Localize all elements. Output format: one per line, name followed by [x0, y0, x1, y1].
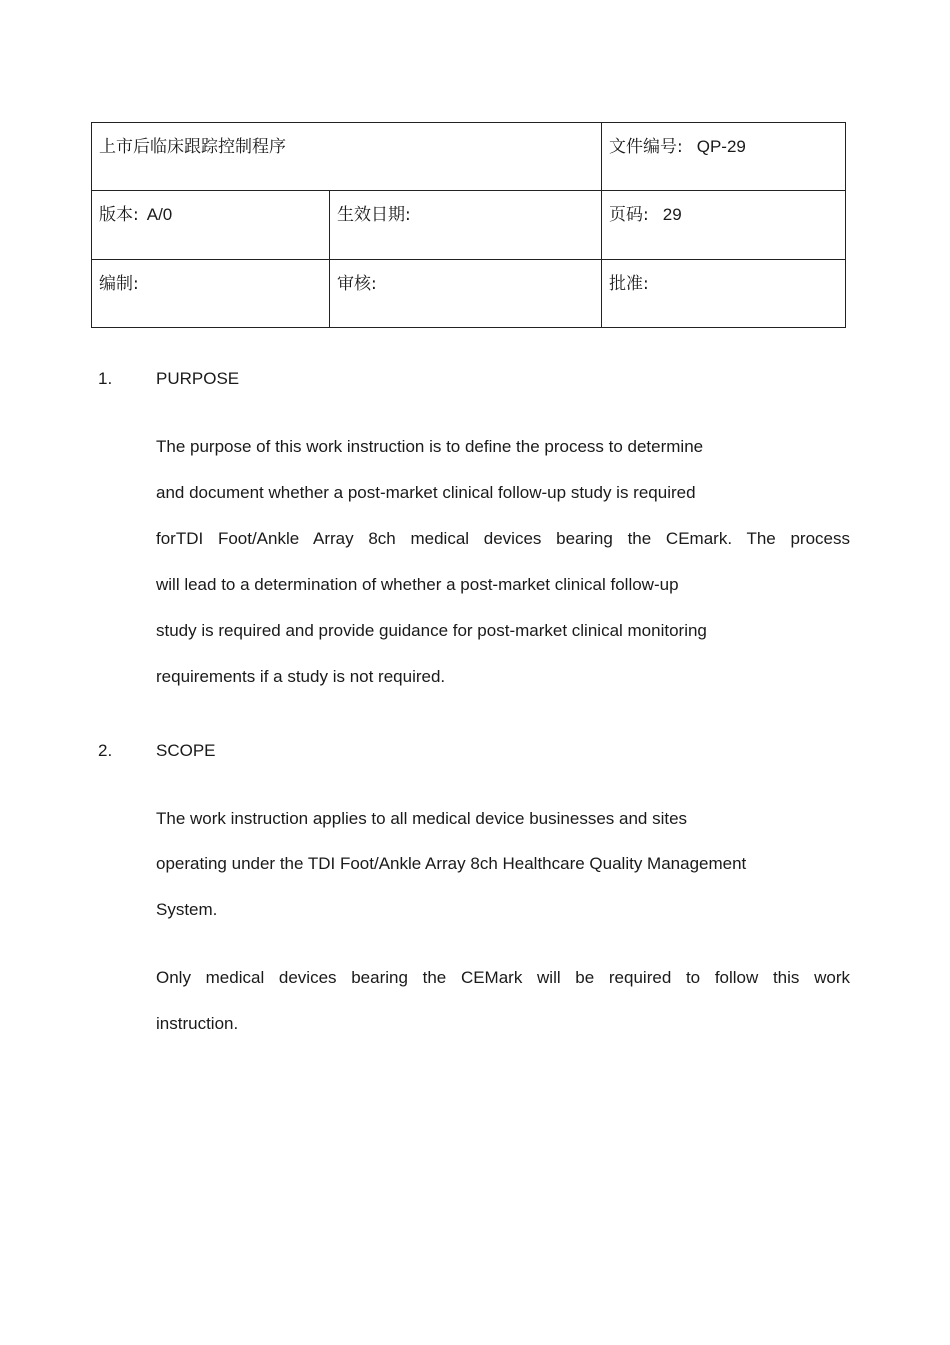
- prepared-cell: [92, 260, 330, 328]
- page-cell: [602, 191, 846, 260]
- effective-date-cell: [330, 191, 602, 260]
- section-2-title: SCOPE: [156, 741, 216, 760]
- reviewed-cell: [330, 260, 602, 328]
- version-value: A/0: [146, 205, 173, 224]
- approved-cell: [602, 260, 846, 328]
- purpose-line-5: study is required and provide guidance for post-market clinical monitoring: [156, 621, 707, 640]
- purpose-line-3: forTDI Foot/Ankle Array 8ch medical devices bearing the CEmark. The process: [156, 529, 850, 548]
- scope-line-2: operating under the TDI Foot/Ankle Array 8ch Healthcare Quality Management: [156, 854, 747, 873]
- doc-title-cell: [92, 123, 602, 191]
- doc-number: QP-29: [696, 137, 746, 156]
- purpose-line-2: and document whether a post-market clinical follow-up study is required: [156, 483, 696, 502]
- page-label: 页码:: [609, 205, 649, 225]
- purpose-line-6: requirements if a study is not required.: [156, 667, 446, 686]
- doc-number-label: 文件编号:: [609, 137, 683, 157]
- prepared-label: 编制:: [99, 274, 139, 294]
- effective-date-label: 生效日期:: [337, 205, 411, 225]
- scope-line-4: Only medical devices bearing the CEMark will be required to follow this work: [156, 968, 850, 987]
- scope-line-3: System.: [156, 900, 218, 919]
- purpose-line-4: will lead to a determination of whether a post-market clinical follow-up: [156, 575, 679, 594]
- document-header-table: [91, 122, 846, 328]
- section-1-number: 1.: [98, 369, 113, 388]
- approved-label: 批准:: [609, 274, 649, 294]
- scope-line-1: The work instruction applies to all medical device businesses and sites: [156, 809, 688, 828]
- version-cell: [92, 191, 330, 260]
- doc-title: 上市后临床跟踪控制程序: [99, 137, 286, 157]
- page-number: 29: [662, 205, 682, 224]
- scope-line-5: instruction.: [156, 1014, 239, 1033]
- doc-number-cell: [602, 123, 846, 191]
- section-1-title: PURPOSE: [156, 369, 240, 388]
- section-2-number: 2.: [98, 741, 113, 760]
- purpose-line-1: The purpose of this work instruction is to define the process to determine: [156, 437, 704, 456]
- version-label: 版本:: [99, 205, 139, 225]
- reviewed-label: 审核:: [337, 274, 377, 294]
